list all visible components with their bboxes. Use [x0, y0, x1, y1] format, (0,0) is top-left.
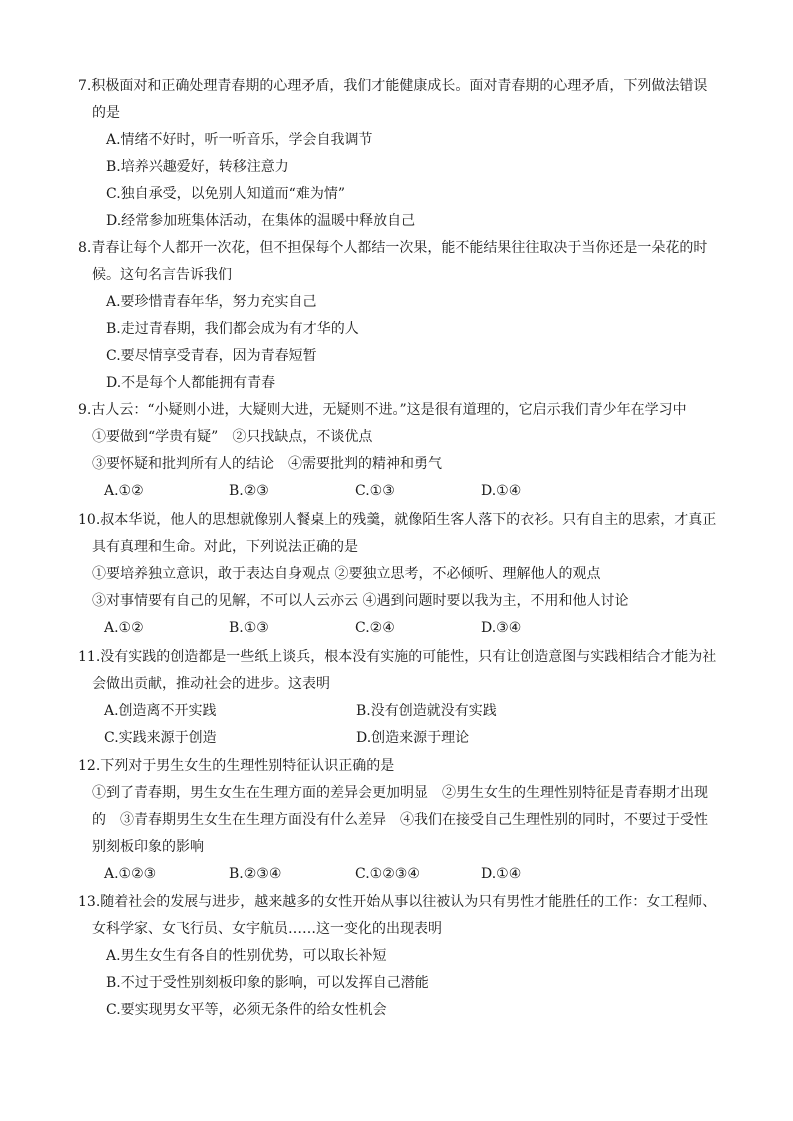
statement-list: ①要做到“学贵有疑” ②只找缺点，不谈优点: [92, 429, 373, 445]
statement-list: ①到了青春期，男生女生在生理方面的差异会更加明显 ②男生女生的生理性别特征是青春期才出现: [92, 785, 708, 801]
option-a: A.①②: [104, 483, 144, 499]
statement-list: 的 ③青春期男生女生在生理方面没有什么差异 ④我们在接受自己生理性别的同时，不要过于受性: [92, 812, 708, 828]
option-b: B.①③: [229, 620, 269, 636]
question-stem: 12.下列对于男生女生的生理性别特征认识正确的是: [78, 758, 395, 774]
question-stem: 的是: [92, 105, 120, 121]
option-c: C.要实现男女平等，必须无条件的给女性机会: [106, 1002, 387, 1018]
question-stem: 7.积极面对和正确处理青春期的心理矛盾，我们才能健康成长。面对青春期的心理矛盾，下列做法错误: [78, 78, 708, 94]
question-stem: 会做出贡献，推动社会的进步。这表明: [92, 676, 330, 692]
question-stem: 13.随着社会的发展与进步，越来越多的女性开始从事以往被认为只有男性才能胜任的工作：女工程师、: [78, 894, 717, 910]
option-a: A.①②③: [104, 866, 157, 882]
option-c: C.要尽情享受青春，因为青春短暂: [106, 348, 317, 364]
option-a: A.情绪不好时，听一听音乐，学会自我调节: [106, 132, 373, 148]
option-d: D.①④: [481, 483, 522, 499]
option-d: D.不是每个人都能拥有青春: [106, 375, 276, 391]
option-d: D.③④: [481, 620, 522, 636]
question-stem: 8.青春让每个人都开一次花，但不担保每个人都结一次果，能不能结果往往取决于当你还是一朵花的时: [78, 240, 708, 256]
option-b: B.走过青春期，我们都会成为有才华的人: [106, 321, 359, 337]
option-a: A.①②: [104, 620, 144, 636]
option-a: A.男生女生有各自的性别优势，可以取长补短: [106, 948, 387, 964]
question-stem: 候。这句名言告诉我们: [92, 267, 232, 283]
statement-list: ①要培养独立意识，敢于表达自身观点 ②要独立思考，不必倾听、理解他人的观点: [92, 566, 601, 582]
option-b: B.没有创造就没有实践: [356, 703, 497, 719]
question-stem: 9.古人云：“小疑则小进，大疑则大进，无疑则不进。”这是很有道理的，它启示我们青少年在学习中: [78, 402, 687, 418]
option-d: D.创造来源于理论: [356, 730, 470, 746]
option-b: B.培养兴趣爱好，转移注意力: [106, 159, 289, 175]
question-stem: 10.叔本华说，他人的思想就像别人餐桌上的残羹，就像陌生客人落下的衣衫。只有自主的思索，才真正: [78, 512, 717, 528]
option-c: C.①③: [355, 483, 395, 499]
option-c: C.独自承受，以免别人知道而“难为情”: [106, 186, 345, 202]
question-stem: 11.没有实践的创造都是一些纸上谈兵，根本没有实施的可能性，只有让创造意图与实践相结合才能为社: [78, 649, 717, 665]
statement-list: ③对事情要有自己的见解，不可以人云亦云 ④遇到问题时要以我为主，不用和他人讨论: [92, 593, 629, 609]
option-b: B.不过于受性别刻板印象的影响，可以发挥自己潜能: [106, 975, 429, 991]
statement-list: ③要怀疑和批判所有人的结论 ④需要批判的精神和勇气: [92, 456, 442, 472]
option-d: D.①④: [481, 866, 522, 882]
question-stem: 具有真理和生命。对此，下列说法正确的是: [92, 539, 358, 555]
question-stem: 女科学家、女飞行员、女宇航员……这一变化的出现表明: [92, 921, 442, 937]
option-b: B.②③: [229, 483, 269, 499]
option-c: C.①②③④: [355, 866, 420, 882]
statement-list: 别刻板印象的影响: [92, 839, 204, 855]
option-c: C.实践来源于创造: [104, 730, 217, 746]
option-a: A.创造离不开实践: [104, 703, 217, 719]
option-d: D.经常参加班集体活动，在集体的温暖中释放自己: [106, 213, 416, 229]
option-b: B.②③④: [229, 866, 282, 882]
option-c: C.②④: [355, 620, 395, 636]
option-a: A.要珍惜青春年华，努力充实自己: [106, 294, 317, 310]
